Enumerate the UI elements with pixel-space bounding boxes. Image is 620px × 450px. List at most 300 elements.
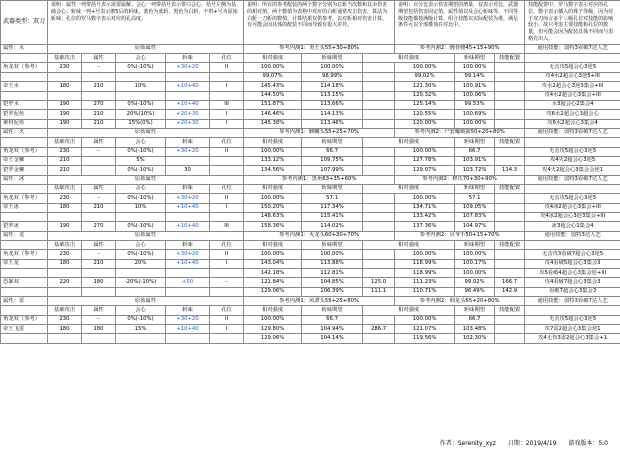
ref2-extra: [495, 259, 525, 268]
ref2-relative-strength: 120.00%: [395, 119, 455, 128]
base-attack: 220: [48, 278, 82, 287]
column-header: 相对强度: [363, 306, 455, 315]
ref2-relative-strength: 125.14%: [395, 100, 455, 109]
affinity: 20%(10%): [116, 110, 166, 119]
weapon-name: [1, 269, 48, 278]
weapon-name: [1, 91, 48, 100]
date-label: 日期：2019/4/19: [507, 440, 557, 447]
column-header: 斩味期望: [455, 306, 495, 315]
ref1-sharpness-expectation: 114.13%: [302, 110, 363, 119]
slot-level: II: [210, 147, 244, 156]
element-value: 210: [82, 110, 116, 119]
reference-set-1-header: 参考内测1：炎王头55+30+80%: [244, 44, 395, 53]
ref1-sharpness-expectation: 109.75%: [302, 156, 363, 165]
ref2-sharpness-expectation: 99.53%: [455, 100, 495, 109]
column-header: 属性: [82, 306, 116, 315]
sub-header-row: [1, 241, 620, 250]
base-attack: [48, 334, 82, 343]
table-row: [1, 147, 620, 156]
ref1-extra: [363, 194, 395, 203]
affinity: [116, 334, 166, 343]
ref2-extra: [495, 147, 525, 156]
ref1-extra: [363, 259, 395, 268]
column-header: 会心: [116, 306, 166, 315]
weapon-name: 帝王龙: [1, 259, 48, 268]
element-value: [82, 334, 116, 343]
skill-config: 无击攻3看破7超会心3逆5: [525, 250, 620, 259]
column-header: 斩味: [166, 306, 210, 315]
section-attribute-label: 属性：龙: [1, 231, 48, 240]
weapon-name: 帝王水: [1, 82, 48, 91]
base-attack: 180: [48, 325, 82, 334]
slot-level: II: [210, 250, 244, 259]
slot-level: [210, 72, 244, 81]
common-skill-header: 通用技能：弱特3看破7达人艺: [525, 128, 620, 137]
skill-config: 攻4火2超会心3集会会逆1: [525, 166, 620, 175]
table-row: [1, 156, 620, 165]
ref2-relative-strength: 137.36%: [395, 222, 455, 231]
ref1-relative-strength: 146.46%: [244, 110, 302, 119]
column-header: 斩味: [166, 241, 210, 250]
skill-config: 攻4看破5超会心3集会3: [525, 259, 620, 268]
affinity: 10%: [116, 203, 166, 212]
column-header: 技能配置: [495, 184, 525, 193]
affinity: 5%: [116, 156, 166, 165]
slot-level: [210, 91, 244, 100]
ref2-relative-strength: 99.02%: [395, 72, 455, 81]
reference-set-1-header: 参考内测1：黑角63+35+60%: [244, 175, 395, 184]
ref1-sharpness-expectation: 66.7: [302, 147, 363, 156]
sharpness: +30+20: [166, 147, 210, 156]
skill-config: 攻4冰2超会心3集会+III: [525, 203, 620, 212]
skill-config: 攻4冰2超会心3逆3集会+III: [525, 212, 620, 221]
ref2-extra: 166.7: [495, 278, 525, 287]
ref2-sharpness-expectation: 104.97%: [455, 222, 495, 231]
weapon-type-label: 武器类型：双刀: [1, 1, 48, 45]
ref1-extra: 125.0: [363, 278, 395, 287]
ref1-relative-strength: 100.00%: [244, 250, 302, 259]
column-header: 相对强度: [244, 306, 302, 315]
ref2-extra: [495, 315, 525, 324]
slot-level: II: [210, 194, 244, 203]
ref2-sharpness-expectation: 66.7: [455, 147, 495, 156]
ref2-extra: 114.3: [495, 166, 525, 175]
base-attack: 180: [48, 82, 82, 91]
column-header: 斩味: [166, 138, 210, 147]
ref2-extra: [495, 203, 525, 212]
element-value: –: [82, 194, 116, 203]
header-row: [1, 1, 620, 45]
table-row: [1, 91, 620, 100]
table-row: [1, 259, 620, 268]
sharpness: +20+30: [166, 110, 210, 119]
ref1-sharpness-expectation: 112.81%: [302, 269, 363, 278]
column-header: 孔位: [210, 138, 244, 147]
table-row: [1, 212, 620, 221]
ref2-relative-strength: 119.56%: [395, 334, 455, 343]
column-header: 技能配置: [495, 138, 525, 147]
base-attack: [48, 91, 82, 100]
column-header: 相对强度: [244, 241, 302, 250]
slot-level: [210, 334, 244, 343]
reference-set-1-header: 参考内测1：风漂头55+25+80%: [244, 297, 395, 306]
sharpness: +10+40: [166, 82, 210, 91]
sharpness: +50: [166, 278, 210, 287]
slot-level: –: [210, 278, 244, 287]
ref1-extra: [363, 82, 395, 91]
affinity: [116, 287, 166, 296]
common-skill-header: 通用技能：弱特3看破7达人艺: [525, 175, 620, 184]
column-header: 相对强度: [244, 184, 302, 193]
ref1-extra: [363, 166, 395, 175]
table-row: [1, 325, 620, 334]
element-value: –: [82, 250, 116, 259]
sharpness: [166, 269, 210, 278]
ref2-sharpness-expectation: 57.1: [455, 194, 495, 203]
affinity: [116, 212, 166, 221]
sub-header-row: [1, 306, 620, 315]
ref1-sharpness-expectation: 113.46%: [302, 119, 363, 128]
ref2-extra: [495, 156, 525, 165]
ref2-sharpness-expectation: 100.00%: [455, 63, 495, 72]
column-header: 相对强度: [363, 54, 455, 63]
column-header: 斩味期望: [302, 306, 363, 315]
ref1-extra: [363, 334, 395, 343]
sharpness: +10+40: [166, 325, 210, 334]
skill-config: 水3超会心2集会4: [525, 100, 620, 109]
table-row: [1, 119, 620, 128]
affinity: [116, 72, 166, 81]
ref2-sharpness-expectation: 102.30%: [455, 334, 495, 343]
blank-cell: [1, 241, 48, 250]
column-header: 相对强度: [363, 184, 455, 193]
ref1-sharpness-expectation: 114.18%: [302, 82, 363, 91]
column-header: 斩味: [166, 54, 210, 63]
common-skill-header: 通用技能：弱特3达人艺: [525, 231, 620, 240]
base-attack: 230: [48, 63, 82, 72]
column-header: 斩味期望: [302, 241, 363, 250]
ref1-sharpness-expectation: 107.99%: [302, 166, 363, 175]
ref2-relative-strength: 129.07%: [395, 166, 455, 175]
ref2-extra: [495, 325, 525, 334]
ref2-sharpness-expectation: 100.17%: [455, 259, 495, 268]
base-attack: 180: [48, 203, 82, 212]
skill-config: 无击攻5超会心3逆5: [525, 194, 620, 203]
column-header: 斩味期望: [455, 54, 495, 63]
section-attribute-label: 属性：火: [1, 128, 48, 137]
column-header: 属性: [82, 184, 116, 193]
ref2-sharpness-expectation: 109.05%: [455, 203, 495, 212]
slot-level: [210, 166, 244, 175]
element-value: 180: [82, 278, 116, 287]
element-value: 210: [82, 203, 116, 212]
element-value: –: [82, 315, 116, 324]
ref1-sharpness-expectation: 57.1: [302, 194, 363, 203]
column-header: 属性: [82, 138, 116, 147]
slot-level: II: [210, 315, 244, 324]
sharpness: +20+30: [166, 119, 210, 128]
ref2-sharpness-expectation: 100.91%: [455, 82, 495, 91]
blank-cell: [1, 184, 48, 193]
affinity: 0%(-10%): [116, 147, 166, 156]
base-attack: 230: [48, 147, 82, 156]
ref2-sharpness-expectation: 103.91%: [455, 156, 495, 165]
slot-level: [210, 212, 244, 221]
sub-header-row: [1, 184, 620, 193]
ref2-sharpness-expectation: 107.83%: [455, 212, 495, 221]
table-row: [1, 63, 620, 72]
skill-config: 冰3超会心1集会4: [525, 222, 620, 231]
ref1-extra: [363, 156, 395, 165]
weapon-name: 铠罗金狮: [1, 166, 48, 175]
column-header: 基础攻击: [48, 241, 82, 250]
weapon-name: [1, 212, 48, 221]
ref2-sharpness-expectation: 100.00%: [455, 250, 495, 259]
blank-cell: [1, 54, 48, 63]
reference-set-2-header: 参考内测2：贝爷手50+15+70%: [395, 231, 525, 240]
column-header: 斩味期望: [455, 184, 495, 193]
blank-cell: [1, 306, 48, 315]
element-value: [82, 287, 116, 296]
skill-config: 看破7超会心3集会3: [525, 287, 620, 296]
affinity: 0%(-10%): [116, 100, 166, 109]
table-row: [1, 269, 620, 278]
ref2-extra: [495, 119, 525, 128]
slot-level: I: [210, 82, 244, 91]
original-attributes-header: 原始属性: [48, 231, 244, 240]
affinity: 10%: [116, 82, 166, 91]
column-header: 基础攻击: [48, 138, 82, 147]
table-row: [1, 278, 620, 287]
ref2-extra: 142.9: [495, 287, 525, 296]
weapon-name: [1, 334, 48, 343]
ref2-relative-strength: 121.07%: [395, 325, 455, 334]
ref2-sharpness-expectation: 103.48%: [455, 325, 495, 334]
slot-level: III: [210, 222, 244, 231]
element-value: –: [82, 63, 116, 72]
section-header-row: [1, 297, 620, 306]
base-attack: [48, 287, 82, 296]
common-skill-header: 通用技能：弱特3看破7达人艺: [525, 297, 620, 306]
affinity: [116, 91, 166, 100]
column-header: 相对强度: [244, 138, 302, 147]
ref2-extra: [495, 100, 525, 109]
sub-header-row: [1, 138, 620, 147]
ref1-sharpness-expectation: 100.00%: [302, 250, 363, 259]
reference-set-1-header: 参考内测1：麒麟头55+25+70%: [244, 128, 395, 137]
sharpness: [166, 72, 210, 81]
column-header: 技能配置: [495, 241, 525, 250]
base-attack: 190: [48, 110, 82, 119]
column-header: 会心: [116, 138, 166, 147]
ref2-relative-strength: 111.23%: [395, 278, 455, 287]
ref1-relative-strength: 144.50%: [244, 91, 302, 100]
ref1-extra: [363, 222, 395, 231]
column-header: 孔位: [210, 54, 244, 63]
affinity: 20%: [116, 259, 166, 268]
sharpness: +30+20: [166, 194, 210, 203]
section-header-row: [1, 175, 620, 184]
ref1-extra: [363, 110, 395, 119]
section-header-row: [1, 231, 620, 240]
ref1-extra: [363, 91, 395, 100]
skill-config: 攻4看破7超会心3集会3: [525, 278, 620, 287]
base-attack: 230: [48, 194, 82, 203]
table-row: [1, 100, 620, 109]
reference-set-2-header: 参考内测2：尸套魔破箭50+20+80%: [395, 128, 525, 137]
ref2-extra: [495, 91, 525, 100]
base-attack: [48, 212, 82, 221]
affinity: 0%(-10%): [116, 222, 166, 231]
skill-config: 无击攻5超会心3逆5: [525, 63, 620, 72]
element-value: [82, 269, 116, 278]
element-value: 270: [82, 100, 116, 109]
ref2-sharpness-expectation: 103.72%: [455, 166, 495, 175]
affinity: 15%(0%): [116, 119, 166, 128]
reference-set-2-header: 参考内测2：修爪70+30+90%: [395, 175, 525, 184]
ref1-sharpness-expectation: 113.15%: [302, 91, 363, 100]
ref1-sharpness-expectation: 117.34%: [302, 203, 363, 212]
ref1-sharpness-expectation: 113.88%: [302, 259, 363, 268]
skill-config: 攻6水2超会心3集会4: [525, 119, 620, 128]
slot-level: [210, 287, 244, 296]
ref1-relative-strength: 143.04%: [244, 259, 302, 268]
slot-level: II: [210, 63, 244, 72]
ref2-relative-strength: 100.00%: [395, 315, 455, 324]
ref2-sharpness-expectation: 99.14%: [455, 72, 495, 81]
element-value: [82, 72, 116, 81]
ref1-extra: 111.1: [363, 287, 395, 296]
ref1-relative-strength: 100.00%: [244, 315, 302, 324]
ref2-extra: [495, 269, 525, 278]
ref2-relative-strength: 133.42%: [395, 212, 455, 221]
weapon-name: 铠罗冰: [1, 222, 48, 231]
sharpness: +30+20: [166, 250, 210, 259]
ref1-relative-strength: 145.38%: [244, 119, 302, 128]
column-header: 属性: [82, 54, 116, 63]
ref1-sharpness-expectation: 114.02%: [302, 222, 363, 231]
skill-config: 攻5看破4超会心3集会逆+III: [525, 269, 620, 278]
sharpness: +10+40: [166, 203, 210, 212]
ref1-sharpness-expectation: 98.99%: [302, 72, 363, 81]
slot-level: I: [210, 203, 244, 212]
column-header: 斩味期望: [455, 241, 495, 250]
ref1-extra: [363, 72, 395, 81]
weapon-name: [1, 72, 48, 81]
affinity: 0%(-10%): [116, 250, 166, 259]
sharpness: +10+40: [166, 222, 210, 231]
ref1-relative-strength: 134.56%: [244, 166, 302, 175]
element-value: 210: [82, 259, 116, 268]
ref1-relative-strength: 129.80%: [244, 325, 302, 334]
ref2-relative-strength: 118.99%: [395, 269, 455, 278]
version-label: 游戏版本：5.0: [568, 440, 608, 447]
table-row: [1, 334, 620, 343]
note-reference: 说明：所有的参考配装的两个数字分别为总斩当次数和其余伤害的相对值，两个数值为表格中对应的白斩通常攻击伤害，算法为白斩一刀斩的数值，计算结果仅供参考，以对斩相对伤害计算，有可能会因具体的配装不同而导致有很大差异。: [244, 1, 395, 45]
skill-config: 攻7雷2超会心3集会逆1: [525, 325, 620, 334]
ref2-relative-strength: 110.71%: [395, 287, 455, 296]
weapon-name: 角龙双（参考）: [1, 194, 48, 203]
sharpness: [166, 156, 210, 165]
table-row: [1, 250, 620, 259]
ref1-extra: [363, 63, 395, 72]
weapon-name: 角龙双（参考）: [1, 63, 48, 72]
skill-config: 无击攻5超会心3逆5: [525, 147, 620, 156]
ref1-sharpness-expectation: 66.7: [302, 315, 363, 324]
ref1-extra: [363, 269, 395, 278]
element-value: [82, 212, 116, 221]
skill-config: 攻水2超会心3逆3集会+III: [525, 82, 620, 91]
ref2-sharpness-expectation: 100.06%: [455, 91, 495, 100]
ref1-sharpness-expectation: 113.66%: [302, 100, 363, 109]
ref1-relative-strength: 100.00%: [244, 194, 302, 203]
ref2-relative-strength: 100.00%: [395, 250, 455, 259]
element-value: [82, 166, 116, 175]
element-value: –: [82, 147, 116, 156]
affinity: 0%(-10%): [116, 166, 166, 175]
column-header: 会心: [116, 54, 166, 63]
element-value: [82, 156, 116, 165]
column-header: 孔位: [210, 241, 244, 250]
ref1-relative-strength: 158.36%: [244, 222, 302, 231]
skill-config: 攻4无伤3雷2超会心3集会+1: [525, 334, 620, 343]
ref2-relative-strength: 120.55%: [395, 110, 455, 119]
section-header-row: [1, 128, 620, 137]
ref2-relative-strength: 100.00%: [395, 63, 455, 72]
weapon-name: [1, 287, 48, 296]
affinity: 15%: [116, 325, 166, 334]
ref2-sharpness-expectation: 99.02%: [455, 278, 495, 287]
ref2-sharpness-expectation: 100.00%: [455, 119, 495, 128]
sharpness: +10+40: [166, 100, 210, 109]
ref1-sharpness-expectation: 104.94%: [302, 325, 363, 334]
common-skill-header: 通用技能：弱特3看破7达人艺: [525, 44, 620, 53]
ref1-sharpness-expectation: 104.85%: [302, 278, 363, 287]
author-label: 作者：Serenity_xyz: [439, 440, 496, 447]
sharpness: +30+20: [166, 315, 210, 324]
table-row: [1, 82, 620, 91]
ref2-extra: [495, 110, 525, 119]
ref1-relative-strength: 145.43%: [244, 82, 302, 91]
ref1-extra: [363, 100, 395, 109]
ref2-relative-strength: 121.30%: [395, 82, 455, 91]
base-attack: 230: [48, 315, 82, 324]
sharpness: [166, 287, 210, 296]
ref1-extra: [363, 212, 395, 221]
base-attack: 190: [48, 100, 82, 109]
ref1-sharpness-expectation: 115.41%: [302, 212, 363, 221]
column-header: 相对强度: [363, 241, 455, 250]
note-skills: 技能配置中，罗马数字表示对应的孔位，数字表示插入的珠子等级，因为对于双刀而言多个三级孔位对技能的影响较小，故只考虑主要技能和孔位的数量，但可能会因为配装具体不同而与表格有出入。: [525, 1, 620, 45]
base-attack: [48, 269, 82, 278]
column-header: 相对强度: [244, 54, 302, 63]
original-attributes-header: 原始属性: [48, 44, 244, 53]
base-attack: 190: [48, 119, 82, 128]
weapon-name: 铠罗泥鱼: [1, 110, 48, 119]
ref1-sharpness-expectation: 104.14%: [302, 334, 363, 343]
ref2-extra: [495, 63, 525, 72]
blank-cell: [1, 138, 48, 147]
ref1-extra: [363, 203, 395, 212]
reference-set-1-header: 参考内测1：火龙头60+30+70%: [244, 231, 395, 240]
ref2-extra: [495, 334, 525, 343]
ref2-relative-strength: 100.00%: [395, 147, 455, 156]
ref2-extra: [495, 82, 525, 91]
slot-level: I: [210, 110, 244, 119]
ref2-relative-strength: 118.99%: [395, 259, 455, 268]
ref1-sharpness-expectation: 106.39%: [302, 287, 363, 296]
note-attributes: 说明：属性一列带括号表示需要属解；会心一列带括号表示带白会心，括号左侧为基础会心；斩味一列+号表示磨5后的斩味，蓝色为蓝斩，黑色为白斩，不带+号为原始斩味；孔位的罗马数字表示对应的孔高度。: [48, 1, 244, 45]
